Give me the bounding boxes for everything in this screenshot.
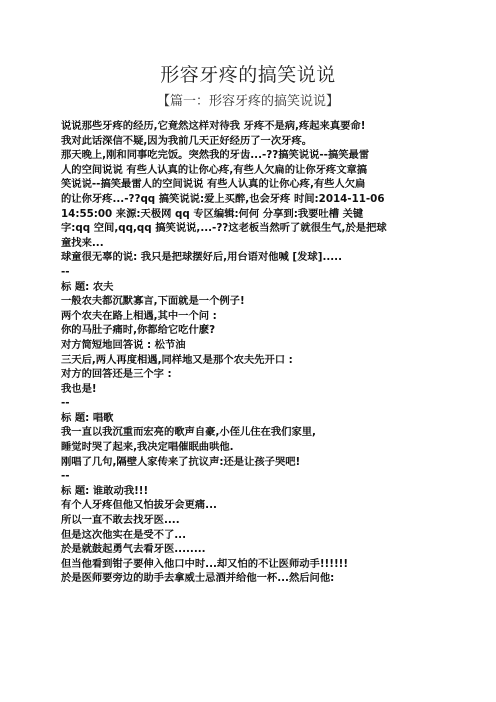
separator-line: -- [61, 265, 70, 278]
body-text-line: 那天晚上,刚和同事吃完饭。突然我的牙齿...-??搞笑说说--搞笑最雷 [61, 149, 370, 162]
body-text-line: 对方的回答还是三个字 : [61, 368, 172, 381]
body-text-line: 有个人牙疼但他又怕拔牙会更痛... [61, 499, 217, 512]
body-text-line: 一般农夫都沉默寡言,下面就是一个例子! [61, 295, 245, 308]
document-body [61, 119, 451, 586]
body-text-line: 但当他看到钳子要伸入他口中时...却又怕的不让医师动手!!!!!! [61, 557, 349, 570]
body-text-line: 字:qq 空间,qq,qq 搞笑说说,...-??这老板当然听了就很生气,於是把球 [61, 222, 387, 235]
body-text-line: 於是医师要旁边的助手去拿威士忌酒并给他一杯...然后问他: [61, 572, 335, 585]
separator-line: -- [61, 397, 70, 410]
body-text-line: 三天后,两人再度相遇,同样地又是那个农夫先开口 : [61, 353, 293, 366]
body-text-line: 说说那些牙疼的经历,它竟然这样对待我 牙疼不是病,疼起来真要命! [61, 120, 366, 132]
body-text-line: 但是这次他实在是受不了... [61, 528, 186, 541]
body-text-line: 刚唱了几句,隔壁人家传来了抗议声:还是让孩子哭吧! [61, 455, 301, 468]
document-subtitle: 【篇一：形容牙疼的搞笑说说】 [156, 94, 339, 109]
body-text-line: 我一直以我沉重而宏亮的歌声自豪,小侄儿住在我们家里, [61, 426, 316, 439]
body-text-line: 标 题: 唱歌 [61, 411, 114, 424]
body-text-line: 标 题: 谁敢动我!!! [61, 484, 149, 497]
document-title: 形容牙疼的搞笑说说 [160, 64, 336, 86]
body-text-line: 於是就鼓起勇气去看牙医........ [61, 543, 206, 556]
separator-line: -- [61, 470, 70, 483]
body-text-line: 对方简短地回答说 : 松节油 [61, 338, 186, 351]
body-text-line: 童找来... [61, 236, 104, 249]
body-text-line: 笑说说--搞笑最雷人的空间说说 有些人认真的让你心疼,有些人欠扁 [61, 178, 366, 191]
body-text-line: 所以一直不敢去找牙医.... [61, 514, 180, 527]
body-text-line: 两个农夫在路上相遇,其中一个问 : [61, 309, 217, 322]
body-text-line: 的让你牙疼...-??qq 搞笑说说:爱上买醉,也会牙疼 时间:2014-11-06 [61, 192, 385, 205]
body-text-line: 我也是! [61, 382, 97, 395]
body-text-line: 标 题: 农夫 [61, 280, 114, 293]
body-text-line: 睡觉时哭了起来,我决定唱催眠曲哄他. [61, 441, 234, 454]
body-text-line: 球童很无辜的说: 我只是把球摆好后,用台语对他喊 [发球]..... [61, 251, 342, 264]
body-text-line: 我对此话深信不疑,因为我前几天正好经历了一次牙疼。 [61, 134, 313, 147]
body-text-line: 你的马肚子痛时,你都给它吃什麽? [61, 324, 216, 337]
body-text-line: 人的空间说说 有些人认真的让你心疼,有些人欠扁的让你牙疼文章搞 [61, 163, 368, 176]
body-text-line: 14:55:00 来源:天极网 qq 专区编辑:何何 分享到:我要吐槽 关键 [61, 207, 364, 220]
